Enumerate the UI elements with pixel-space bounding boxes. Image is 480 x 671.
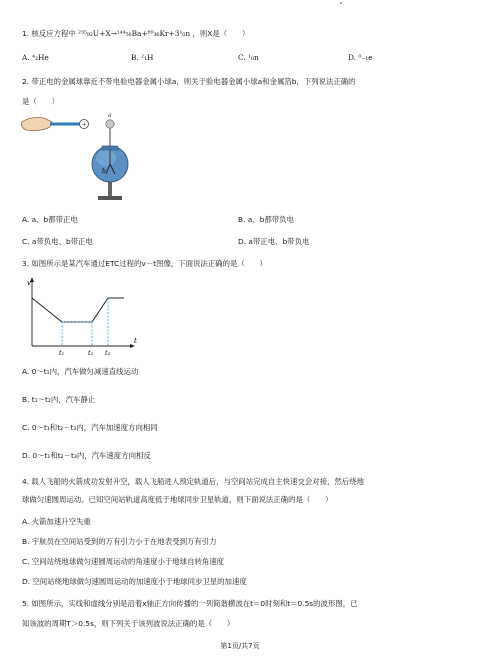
q4-option-d: D. 空间站绕地球做匀速圆周运动的加速度小于地球同步卫星的加速度 [22, 577, 247, 586]
q2-stem-line1: 2. 带正电的金属球靠近不带电验电器金属小球a，则关于验电器金属小球a和金属箔b，下列说法正确的 [22, 77, 356, 86]
q1-stem: 1. 核反应方程中 ²³⁵₉₂U+X→¹⁴⁴₅₆Ba+⁸⁹₃₆Kr+3¹₀n ，则X是（ ） [22, 29, 250, 38]
svg-text:+: + [81, 121, 87, 129]
axis-label-v: v [27, 279, 31, 287]
page-footer: 第1页/共7页 [220, 642, 260, 650]
q4-stem-line2: 球做匀速圆周运动。已知空间站轨道高度低于地球同步卫星轨道，则下面说法正确的是（ ） [22, 495, 333, 504]
q2-option-a: A. a、b都带正电 [22, 215, 78, 224]
q1-option-d: D. ⁰₋₁e [348, 53, 373, 62]
q2-option-b: B. a、b都带负电 [238, 215, 294, 224]
label-a: a [108, 112, 112, 119]
q1-equation: ²³⁵₉₂U+X→¹⁴⁴₅₆Ba+⁸⁹₃₆Kr+3¹₀n [78, 29, 191, 38]
q4-option-a: A. 火箭加速升空失重 [22, 517, 91, 526]
vt-curve [32, 298, 124, 322]
q3-option-a: A. 0～t₁内，汽车做匀减速直线运动 [22, 367, 139, 376]
tick-t3: t₃ [105, 349, 111, 357]
q2-stem-line2: 是（ ） [22, 97, 59, 106]
q1-option-b: B. ²₁H [131, 53, 154, 62]
electroscope-figure [20, 112, 160, 212]
q5-stem-line2: 知该波的周期T＞0.5s，则下列关于该列波说法正确的是（ ） [22, 619, 235, 628]
small-ball-a [106, 120, 114, 128]
insulating-rod [50, 123, 80, 126]
q2-option-d: D. a带正电、b带负电 [238, 237, 310, 246]
page-dot [340, 2, 342, 4]
electroscope-base [98, 196, 122, 200]
hand-icon [22, 118, 53, 131]
axis-label-t: t [134, 337, 137, 345]
label-b: b [102, 168, 106, 175]
q3-option-b: B. t₁～t₂内，汽车静止 [22, 395, 96, 404]
vt-graph [22, 274, 142, 360]
q3-stem: 3. 如图所示是某汽车通过ETC过程的v－t图像，下面说法正确的是（ ） [22, 259, 267, 268]
q3-option-d: D. 0～t₁和t₂－t₃内，汽车速度方向相反 [22, 451, 151, 460]
q4-option-c: C. 空间站绕地球做匀速圆周运动的角速度小于地球自转角速度 [22, 557, 225, 566]
q4-stem-line1: 4. 载人飞船的火箭成功发射升空，载人飞船进入预定轨道后，与空间站完成自主快速交会对接，然后绕地 [22, 477, 364, 486]
q4-option-b: B. 宇航员在空间站受到的万有引力小于在地表受到万有引力 [22, 537, 217, 546]
q5-stem-line1: 5. 如图所示，实线和虚线分别是沿着x轴正方向传播的一列简谐横波在t＝0时刻和t＝0.5s的波形图，已 [22, 599, 358, 608]
tick-t1: t₁ [59, 349, 65, 357]
q1-option-a: A. ⁴₂He [22, 53, 49, 62]
q3-option-c: C. 0～t₁和t₂－t₃内，汽车加速度方向相同 [22, 423, 158, 432]
tick-t2: t₂ [88, 349, 94, 357]
q2-option-c: C. a带负电、b带正电 [22, 237, 93, 246]
q1-option-c: C. ¹₀n [238, 53, 259, 62]
